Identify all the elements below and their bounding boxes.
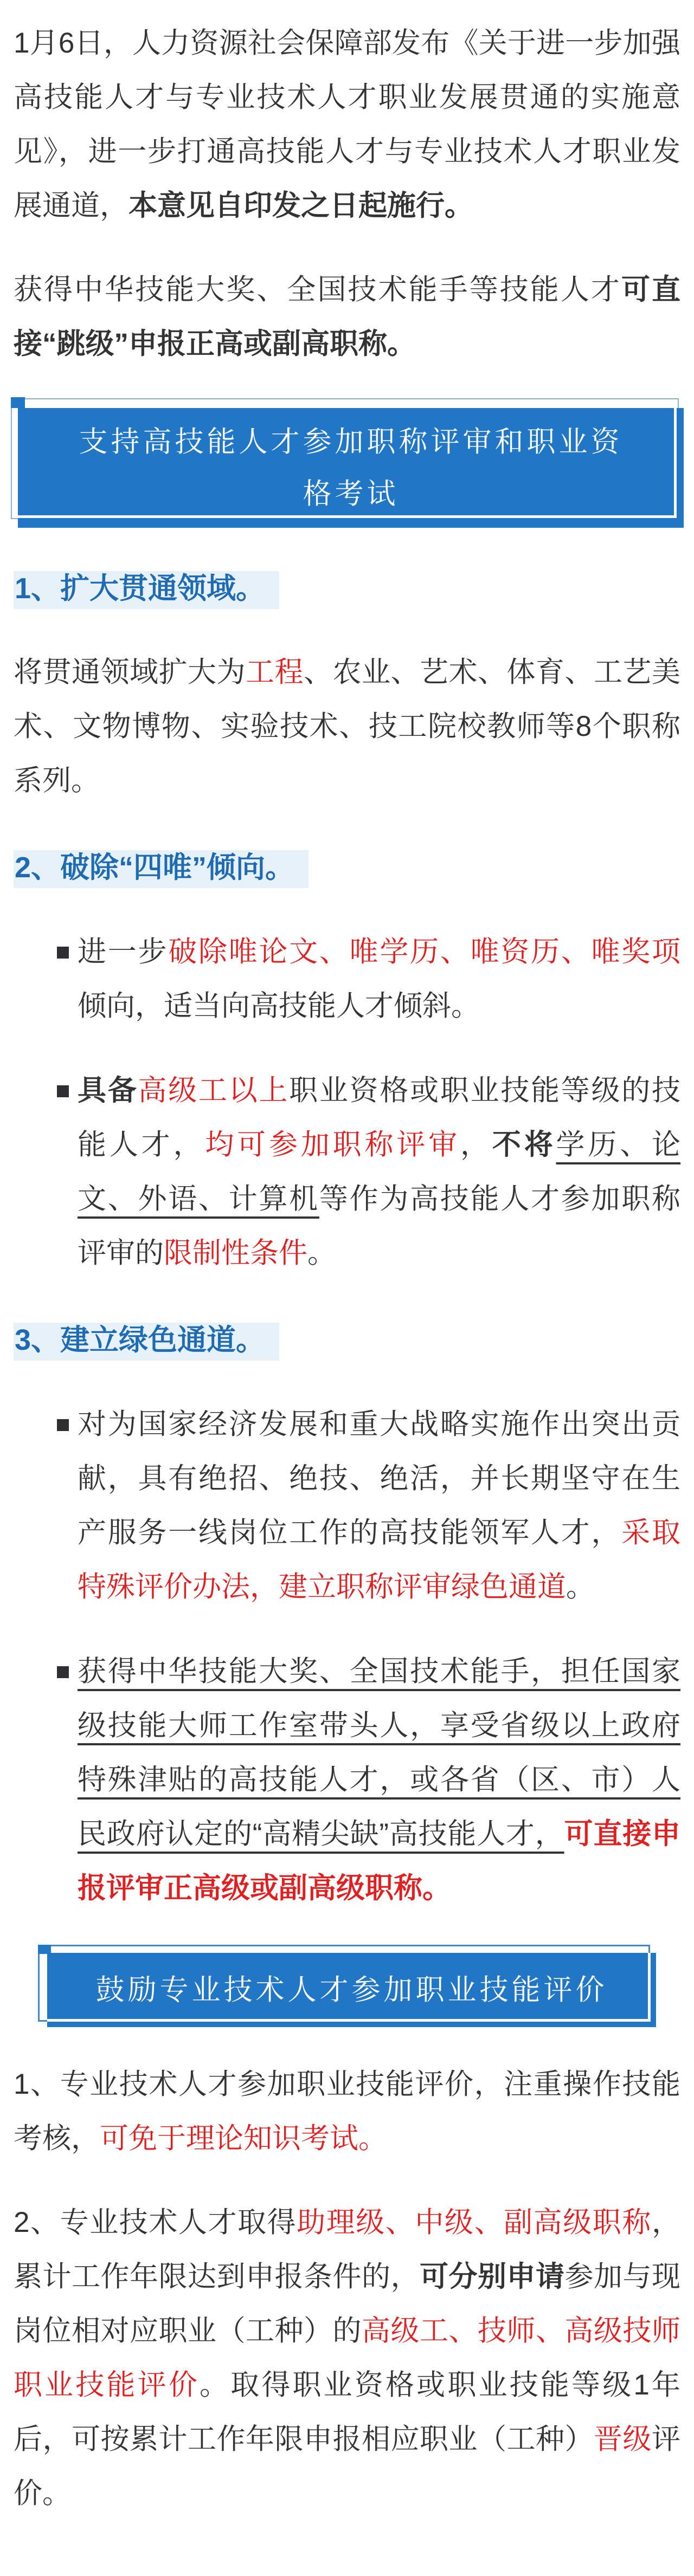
text-run: 1月6日，人力资源社会保障部发布《关于进一步加强高技能人才与专业技术人才职业发展贯通的实施意见》，进一步打通高技能人才与专业技术人才职业发展通道， <box>14 27 680 222</box>
text-run: 破除唯论文、唯学历、唯资历、唯奖项 <box>168 936 681 968</box>
text-run: 高级工、技师、高级技师职业技能评价 <box>14 2315 680 2401</box>
banner-inset-line-vertical <box>648 1953 651 2022</box>
text-run: 、农业、艺术、体育、工艺美术、文物博物、实验技术、技工院校教师等8个职称系列。 <box>14 656 680 797</box>
text-run: 不将 <box>492 1129 556 1161</box>
section-banner-1 <box>11 397 684 528</box>
text-run: 2、专业技术人才取得 <box>14 2206 297 2238</box>
text-run: 倾向，适当向高技能人才倾斜。 <box>78 990 480 1022</box>
text-run: 。取得职业资格或职业技能等级1年后，可按累计工作年限申报相应职业（工种） <box>14 2369 681 2455</box>
skill-eval-paragraph-1 <box>14 2057 680 2166</box>
heading-highlight <box>14 1323 279 1361</box>
bullet-item-2 <box>57 1064 680 1280</box>
text-run: 晋级 <box>594 2423 652 2455</box>
heading-highlight <box>14 850 309 888</box>
text-run: 高级工以上 <box>138 1075 290 1106</box>
text-run: 获得中华技能大奖、全国技术能手，担任国家级技能大师工作室带头人，享受省级以上政府特殊津贴的高技能人才，或各省（区、市）人民政府认定的“高精尖缺”高技能人才， <box>78 1655 680 1850</box>
bullet-text <box>78 925 680 1033</box>
text-run: 获得中华技能大奖、全国技术能手等技能人才 <box>14 274 621 306</box>
bullet-square-marker <box>57 1666 69 1678</box>
text-run: 均可参加职称评审 <box>205 1129 461 1161</box>
section1-paragraph <box>14 645 680 808</box>
text-run: 将贯通领域扩大为 <box>14 656 246 688</box>
text-run: 可免于理论知识考试。 <box>100 2122 387 2154</box>
skill-eval-paragraph-2 <box>14 2196 680 2521</box>
text-run: 评价。 <box>14 2423 680 2509</box>
heading-text: 破除“四唯”倾向。 <box>60 851 295 884</box>
banner-inset-line-vertical <box>674 408 677 518</box>
text-run: 可直接申报评审正高级或副高级职称。 <box>78 1818 680 1904</box>
section-banner-2 <box>38 1945 656 2027</box>
banner-corner-accent <box>11 397 25 408</box>
section-heading-2 <box>14 840 680 895</box>
bullet-item-1 <box>57 925 680 1033</box>
text-run: 1、专业技术人才参加职业技能评价，注重操作技能考核， <box>14 2068 680 2154</box>
intro-paragraph-1 <box>14 16 680 233</box>
banner-fill-box <box>47 1953 656 2027</box>
text-run: 。 <box>566 1571 595 1603</box>
banner-title: 鼓励专业技术人才参加职业技能评价 <box>95 1973 608 2006</box>
banner-title: 支持高技能人才参加职称评审和职业资格考试 <box>79 425 623 510</box>
section-heading-3 <box>14 1313 680 1367</box>
banner-fill-box <box>18 408 684 528</box>
bullet-square-marker <box>57 1419 69 1431</box>
section-heading-1 <box>14 561 680 616</box>
heading-number: 3、 <box>15 1324 61 1356</box>
bullet-item-4 <box>57 1645 680 1915</box>
bullet-text <box>78 1645 680 1915</box>
text-run: 等作为高技能人才参加职称评审的 <box>78 1183 681 1269</box>
text-run: 进一步 <box>78 936 169 968</box>
heading-highlight <box>14 571 279 609</box>
intro-paragraph-2 <box>14 263 680 371</box>
text-run: 工程 <box>246 656 304 688</box>
text-run: 参加与现岗位相对应职业（工种）的 <box>14 2261 680 2347</box>
text-run: ，累计工作年限达到申报条件的， <box>14 2206 680 2293</box>
bullet-text <box>78 1064 680 1280</box>
text-run: 学历、论文、外语、计算机 <box>78 1129 681 1215</box>
heading-text: 建立绿色通道。 <box>60 1324 266 1356</box>
bullet-square-marker <box>57 947 69 959</box>
bullet-item-3 <box>57 1397 680 1614</box>
banner-inset-line-horizontal <box>18 515 677 518</box>
banner-inset-line-horizontal <box>47 2019 651 2022</box>
heading-number: 2、 <box>15 851 61 884</box>
text-run: 助理级、中级、副高级职称 <box>297 2206 652 2238</box>
bullet-square-marker <box>57 1085 69 1097</box>
text-run: 本意见自印发之日起施行。 <box>128 190 473 222</box>
text-run: 具备 <box>78 1075 138 1106</box>
heading-number: 1、 <box>15 572 61 605</box>
text-run: 限制性条件 <box>164 1237 307 1269</box>
text-run: 职业资格或职业技能等级的技能人才， <box>78 1075 681 1161</box>
text-run: 可直接“跳级”申报正高或副高职称。 <box>14 274 681 360</box>
banner-corner-accent <box>38 1945 51 1954</box>
text-run: 对为国家经济发展和重大战略实施作出突出贡献，具有绝招、绝技、绝活，并长期坚守在生产服务一线岗位工作的高技能领军人才， <box>78 1408 680 1549</box>
heading-text: 扩大贯通领域。 <box>60 572 266 605</box>
text-run: 采取特殊评价办法，建立职称评审绿色通道 <box>78 1517 681 1603</box>
text-run: ， <box>460 1129 492 1161</box>
text-run: 可分别申请 <box>420 2261 565 2293</box>
text-run: 。 <box>307 1237 336 1269</box>
bullet-text <box>78 1397 680 1614</box>
